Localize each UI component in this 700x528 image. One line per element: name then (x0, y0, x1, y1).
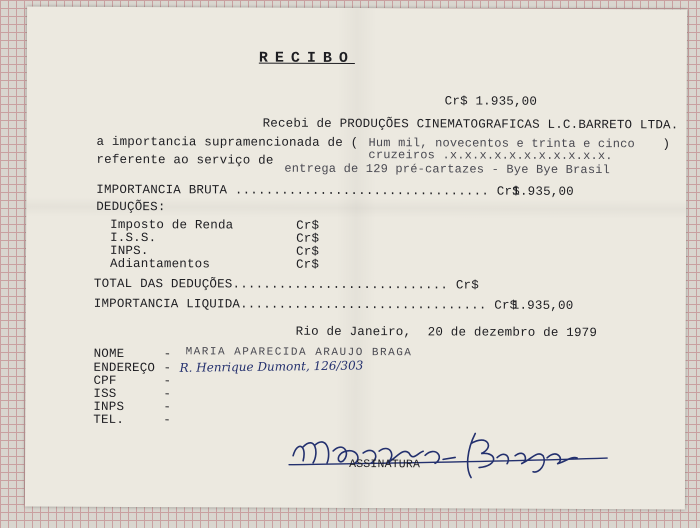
city: Rio de Janeiro, (295, 324, 412, 340)
deduction-currency: Cr$ (296, 231, 320, 246)
amount-in-words: Hum mil, novecentos e trinta e cinco (368, 136, 635, 152)
receipt-title: RECIBO (258, 49, 355, 67)
amount-in-words-cont: cruzeiros .x.x.x.x.x.x.x.x.x.x.x. (368, 148, 613, 164)
importance-label: a importancia supramencionada de ( (96, 134, 359, 151)
field-label-endereco: ENDEREÇO (93, 360, 156, 376)
deduction-label: INPS. (109, 243, 149, 259)
received-from-line: Recebi de PRODUÇÕES CINEMATOGRAFICAS L.C.BARRETO LTDA. (262, 116, 679, 133)
field-sep: - (163, 400, 172, 415)
date: 20 de dezembro de 1979 (427, 325, 598, 341)
field-label-inps: INPS (93, 399, 125, 414)
field-sep: - (163, 347, 172, 362)
deduction-label: Imposto de Renda (110, 217, 234, 233)
deduction-currency: Cr$ (296, 218, 320, 233)
gross-label: IMPORTANCIA BRUTA ................................. Cr$ (96, 182, 520, 199)
signature-label: ASSINATURA (349, 457, 421, 472)
field-value-nome: MARIA APARECIDA ARAUJO BRAGA (185, 346, 413, 360)
service-label: referente ao serviço de (96, 152, 274, 168)
field-label-nome: NOME (93, 346, 125, 361)
field-label-cpf: CPF (93, 373, 117, 388)
header-amount: Cr$ 1.935,00 (444, 94, 538, 109)
field-label-iss: ISS (93, 386, 117, 401)
receipt-paper (25, 7, 687, 510)
gross-value: 1.935,00 (512, 184, 574, 199)
field-value-endereco: R. Henrique Dumont, 126/303 (179, 358, 364, 375)
net-value: 1.935,00 (511, 298, 574, 313)
service-description: entrega de 129 pré-cartazes - Bye Bye Brasil (284, 161, 611, 178)
field-sep: - (163, 361, 172, 376)
deductions-heading: DEDUÇÕES: (96, 199, 166, 215)
field-label-tel: TEL. (93, 412, 125, 427)
deduction-label: Adiantamentos (109, 256, 211, 272)
field-sep: - (163, 387, 172, 402)
field-sep: - (163, 374, 172, 389)
deduction-label: I.S.S. (110, 230, 157, 246)
close-paren: ) (662, 137, 671, 152)
field-sep: - (163, 413, 172, 428)
net-label: IMPORTANCIA LIQUIDA................................ Cr$ (93, 296, 518, 313)
total-deductions-label: TOTAL DAS DEDUÇÕES............................ Cr$ (93, 276, 479, 293)
signature (285, 423, 615, 484)
deduction-currency: Cr$ (295, 244, 320, 259)
deduction-currency: Cr$ (295, 257, 320, 272)
